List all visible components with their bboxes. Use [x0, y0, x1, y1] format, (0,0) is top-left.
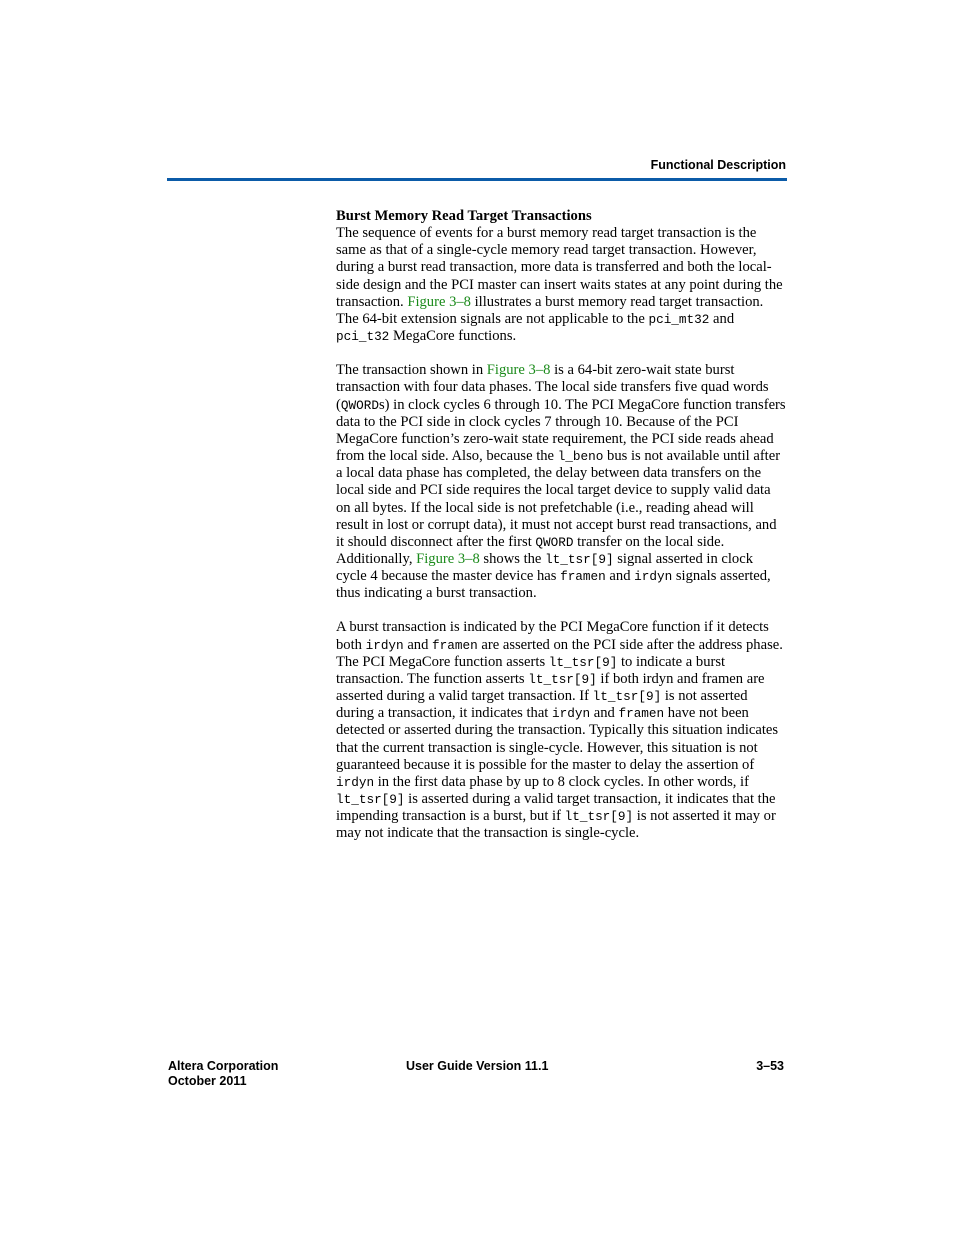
footer-company: Altera Corporation [168, 1059, 279, 1073]
code-term: irdyn [634, 569, 673, 585]
section-heading: Burst Memory Read Target Transactions [336, 208, 592, 224]
code-term: QWORD [535, 534, 574, 550]
text: and [709, 310, 735, 327]
footer-date: October 2011 [168, 1074, 247, 1088]
code-term: framen [560, 569, 606, 585]
text: and [403, 636, 433, 653]
text: have not been detected or asserted during the transaction. Typically this situation indicates that the current transaction is single-cycle. However, this situation is not guaranteed because it is possible for the master to delay the assertion of [336, 705, 779, 773]
text: MegaCore functions. [389, 328, 517, 345]
code-term: lt_tsr[9] [592, 689, 662, 705]
code-term: irdyn [552, 706, 591, 722]
code-term: lt_tsr[9] [336, 792, 405, 807]
text: in the first data phase by up to 8 clock cycles. In other words, if [374, 773, 749, 790]
text: are asserted on the PCI side after the address phase. The PCI MegaCore function asserts [336, 636, 783, 670]
code-term: QWORD [340, 397, 379, 413]
code-term: pci_t32 [336, 329, 390, 345]
figure-link[interactable]: Figure 3–8 [407, 293, 471, 310]
header-rule [167, 178, 787, 181]
footer-version: User Guide Version 11.1 [406, 1059, 549, 1073]
paragraph-1 [336, 225, 786, 345]
text: signals asserted, thus indicating a burst transaction. [336, 568, 771, 602]
text: is asserted during a valid target transaction, it indicates that the impending transaction is a burst, but if [336, 791, 776, 825]
figure-link[interactable]: Figure 3–8 [486, 362, 551, 379]
code-term: pci_mt32 [648, 311, 710, 327]
text: is a 64-bit zero-wait state burst transaction with four data phases. The local side transfers five quad words ( [336, 362, 769, 413]
footer-left [168, 1059, 278, 1089]
text: is not asserted during a transaction, it indicates that [336, 688, 748, 722]
text: shows the [479, 550, 546, 567]
code-term: irdyn [365, 637, 404, 653]
code-term: framen [618, 706, 665, 722]
text: to indicate a burst transaction. The function asserts [336, 653, 726, 687]
text: is not asserted it may or may not indicate that the transaction is single-cycle. [336, 808, 776, 842]
text: illustrates a burst memory read target transaction. The 64-bit extension signals are not applicable to the [336, 293, 764, 327]
code-term: irdyn [336, 774, 375, 790]
text: signal asserted in clock cycle 4 because the master device has [336, 550, 754, 585]
text: bus is not available until after a local data phase has completed, the delay between data transfers on the local side and PCI side requires the local target device to supply valid data on all bytes. If the local side is not prefetchable (i.e., reading ahead will result in lost or corrupt data), it must not accept burst read transactions, and it should disconnect after the first [336, 448, 781, 550]
text: and [605, 568, 635, 585]
code-term: lt_tsr[9] [545, 551, 614, 567]
text: The sequence of events for a burst memory read target transaction is the same as that of a single-cycle memory read target transaction. However, during a burst read transaction, more data is transferred and both the local-side design and the PCI master can insert waits states at any point during the transaction. [336, 225, 783, 310]
running-header-title: Functional Description [650, 158, 786, 172]
text: if both irdyn and framen are asserted during a valid target transaction. If [336, 670, 765, 705]
code-term: framen [432, 637, 478, 653]
code-term: lt_tsr[9] [528, 671, 597, 687]
text: s) in clock cycles 6 through 10. The PCI MegaCore function transfers data to the PCI side in clock cycles 7 through 10. Because of the PCI MegaCore function’s zero-wait state requirement, the PCI side reads ahead from the local side. Also, because the [336, 396, 786, 465]
text: The transaction shown in [336, 362, 487, 379]
paragraph-3 [336, 619, 786, 842]
main-content [336, 208, 786, 859]
figure-link[interactable]: Figure 3–8 [416, 550, 480, 567]
text: A burst transaction is indicated by the PCI MegaCore function if it detects both [336, 619, 769, 653]
code-term: lt_tsr[9] [564, 809, 634, 825]
text: and [590, 705, 619, 722]
code-term: lt_tsr[9] [548, 654, 618, 670]
code-term: l_beno [557, 449, 604, 465]
footer-page-number: 3–53 [756, 1059, 784, 1073]
text: transfer on the local side. Additionally, [336, 533, 725, 567]
paragraph-2 [336, 362, 786, 602]
